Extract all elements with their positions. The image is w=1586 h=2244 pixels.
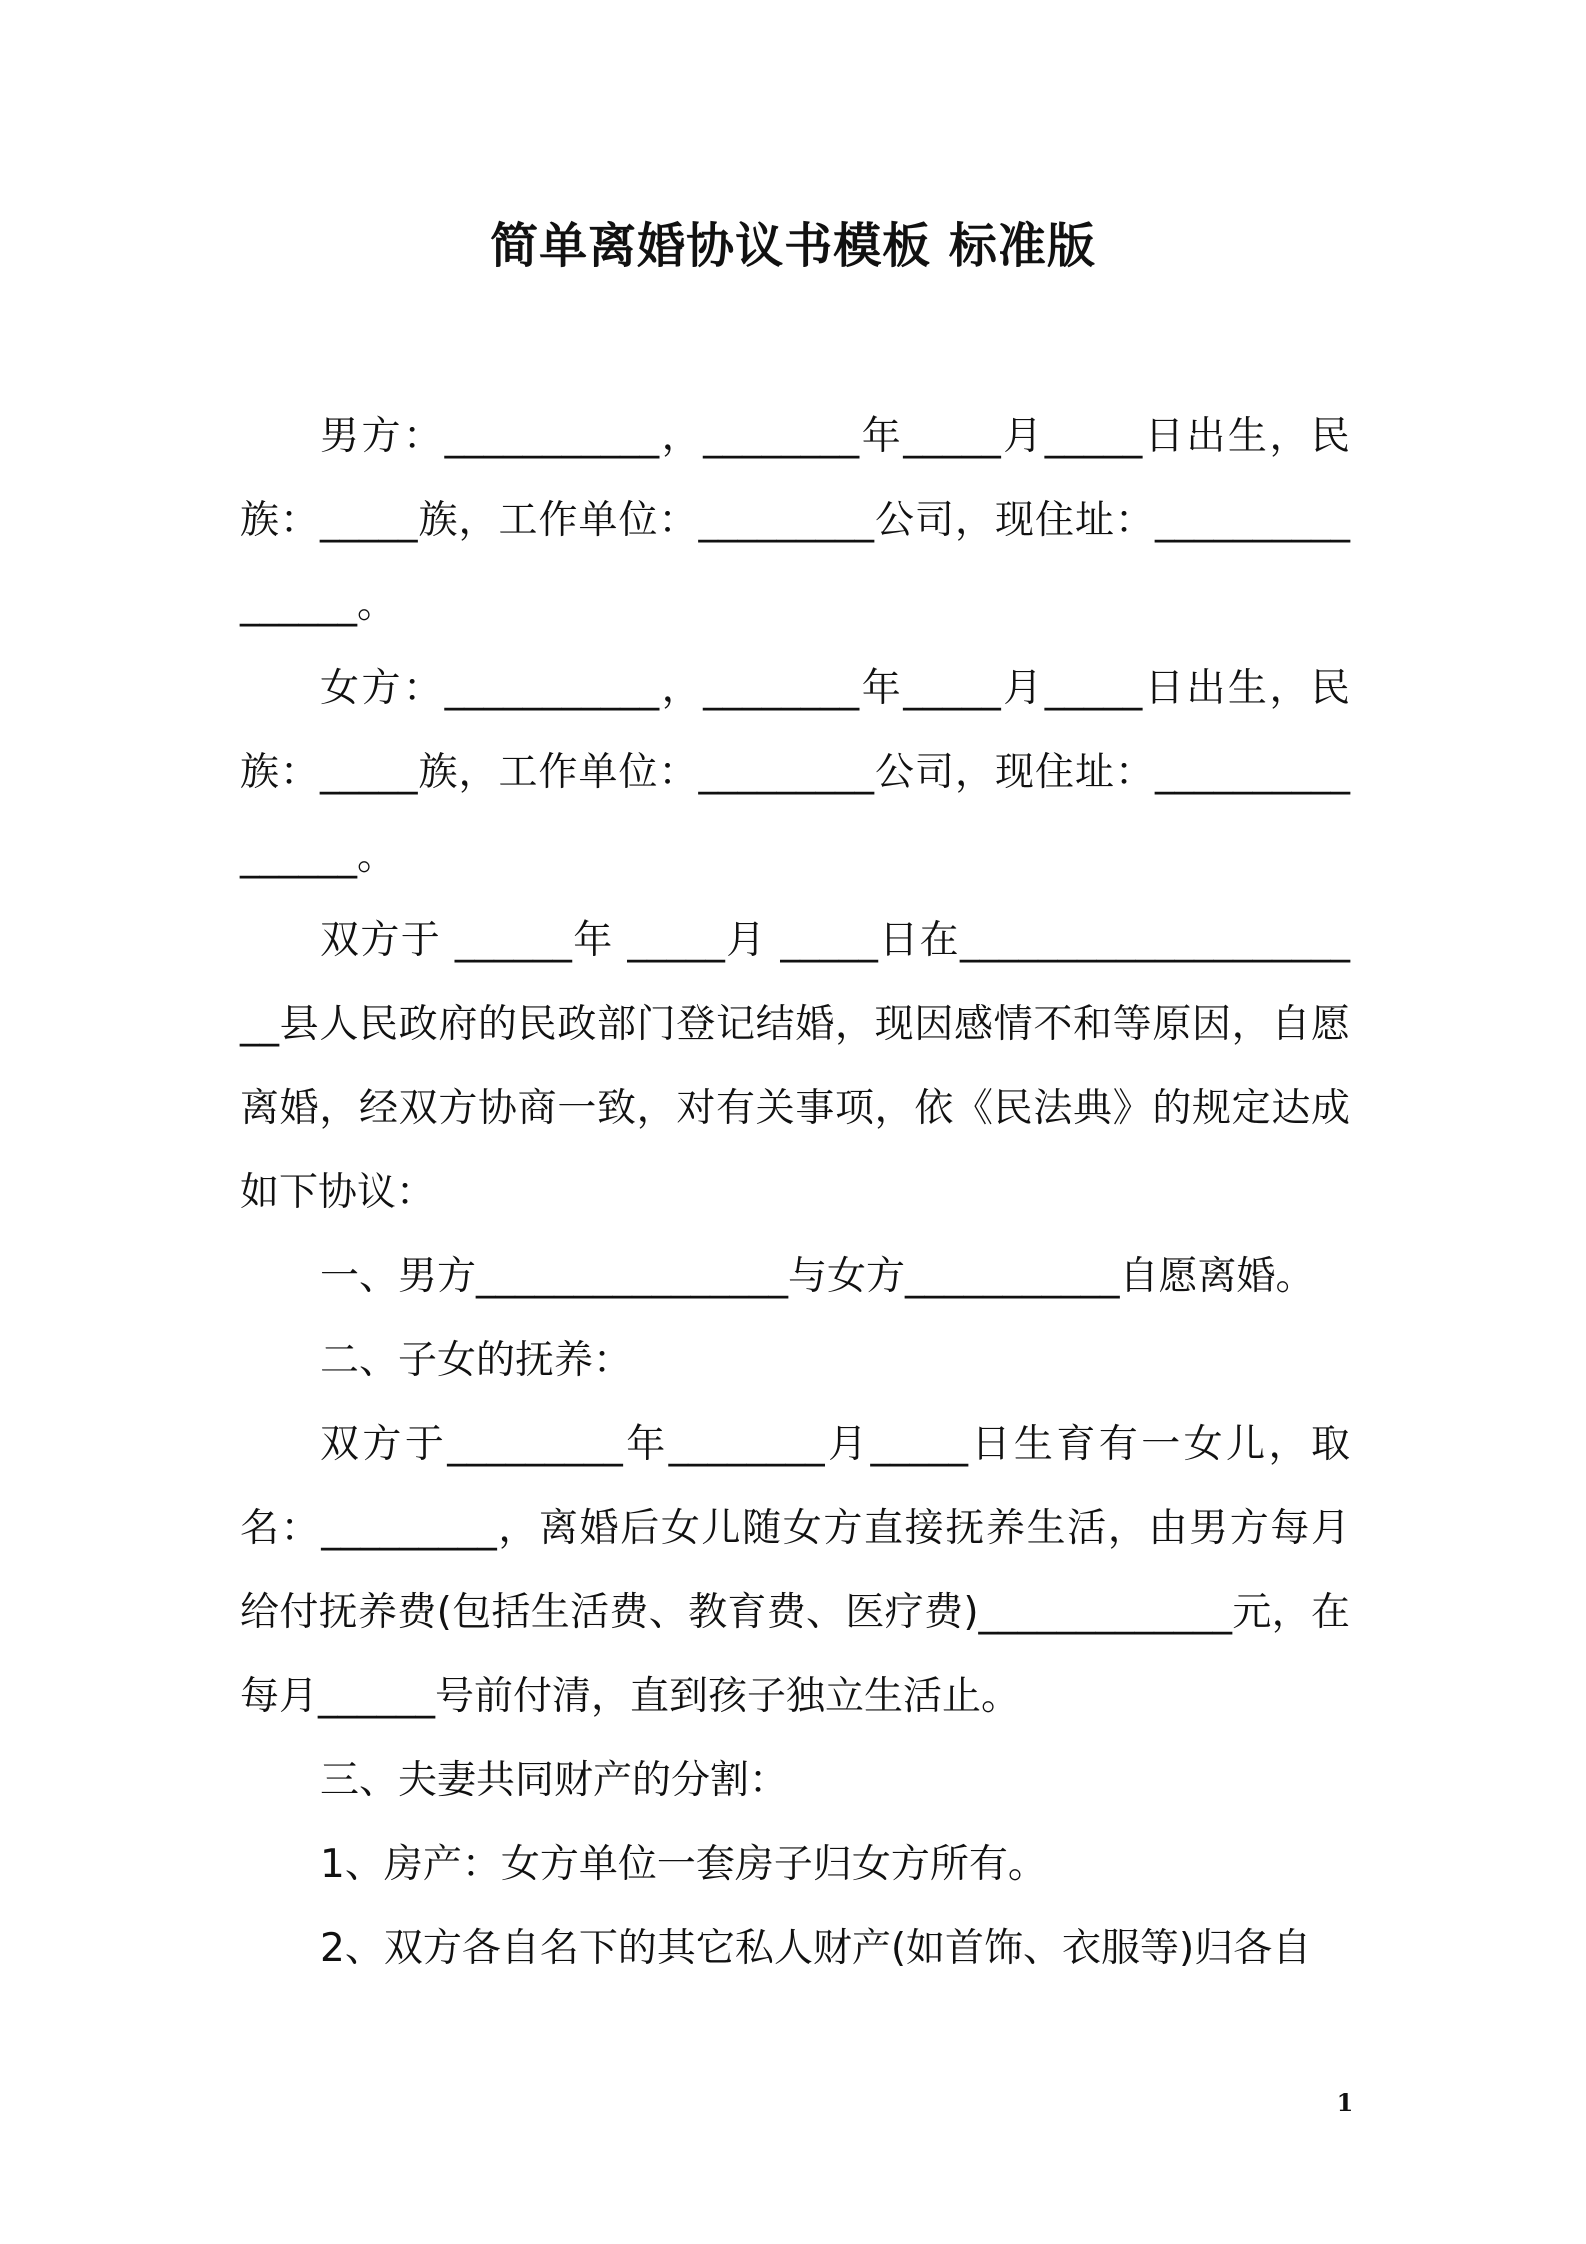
paragraph-female-party: 女方：___________，________年_____月_____日出生，民族：_____族，工作单位：_________公司，现住址：________________。 [240, 666, 1350, 879]
paragraph-male-party: 男方：___________，________年_____月_____日出生，民族：_____族，工作单位：_________公司，现住址：________________。 [240, 414, 1350, 627]
document-body [240, 395, 1350, 1991]
paragraph-child-support: 双方于_________年________月_____日生育有一女儿，取名：_________，离婚后女儿随女方直接抚养生活，由男方每月给付抚养费(包括生活费、教育费、医疗费)_____________元，在每月______号前付清，直到孩子独立生活止。 [240, 1422, 1350, 1719]
paragraph-clause-3-heading: 三、夫妻共同财产的分割： [320, 1758, 789, 1803]
paragraph-clause-2-heading: 二、子女的抚养： [320, 1338, 633, 1383]
paragraph-property-house: 1、房产：女方单位一套房子归女方所有。 [320, 1842, 1047, 1887]
paragraph-private-property: 2、双方各自名下的其它私人财产(如首饰、衣服等)归各自 [320, 1926, 1312, 1971]
paragraph-clause-1: 一、男方________________与女方___________自愿离婚。 [320, 1254, 1315, 1299]
document-title: 简单离婚协议书模板 标准版 [490, 218, 1096, 274]
paragraph-marriage-registration: 双方于 ______年 _____月 _____日在______________________县人民政府的民政部门登记结婚，现因感情不和等原因，自愿离婚，经双方协商一致，对有关事项，依《民法典》的规定达成如下协议： [240, 918, 1350, 1215]
page-number: 1 [1336, 2088, 1354, 2117]
